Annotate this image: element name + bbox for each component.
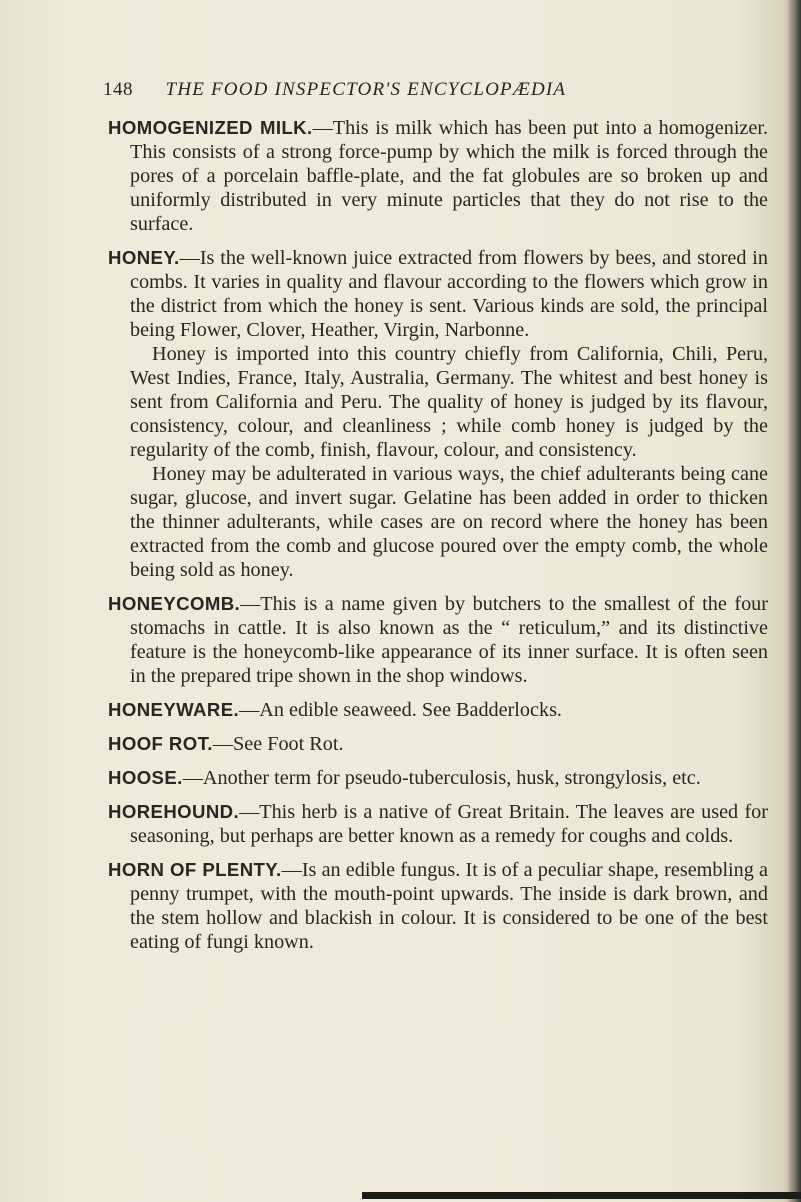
entry-honeyware [108,698,768,722]
entry-horehound [108,800,768,848]
entry-horn-of-plenty [108,858,768,954]
entry-paragraph: Honey is imported into this country chiefly from California, Chili, Peru, West Indies, France, Italy, Australia, Germany. The whitest and best honey is sent from California and Peru. The quality of honey is judged by its flavour, consistency, colour, and cleanliness ; while comb honey is judged by the regularity of the comb, finish, flavour, colour, and consistency. [130,343,768,461]
entry-text: —This is a name given by butchers to the smallest of the four stomachs in cattle. It is also known as the “ reticulum,” and its distinctive feature is the honeycomb-like appearance of its inner surface. It is often seen in the prepared tripe shown in the shop windows. [130,593,768,687]
encyclopedia-text [108,116,768,964]
entry-hoose [108,766,768,790]
entry-term: HOMOGENIZED MILK. [108,117,313,138]
entry-text: —This herb is a native of Great Britain. The leaves are used for seasoning, but perhaps are better known as a remedy for coughs and colds. [130,801,768,847]
entry-text: —This is milk which has been put into a homogenizer. This consists of a strong force-pump by which the milk is forced through the pores of a porcelain baffle-plate, and the fat globules are so broken up and uniformly distributed in very minute particles that they do not rise to the surface. [130,117,768,235]
page-edge-shadow [787,0,801,1202]
entry-text: —Is an edible fungus. It is of a peculiar shape, resembling a penny trumpet, with the mouth-point upwards. The inside is dark brown, and the stem hollow and blackish in colour. It is considered to be one of the best eating of fungi known. [130,859,768,953]
running-header [103,78,723,101]
running-title: THE FOOD INSPECTOR'S ENCYCLOPÆDIA [165,79,567,100]
entry-term: HONEYWARE. [108,699,240,720]
entry-text: —An edible seaweed. See Badderlocks. [239,699,562,721]
entry-term: HOOF ROT. [108,733,213,754]
entry-term: HOOSE. [108,767,183,788]
bottom-rule [362,1192,801,1199]
entry-honeycomb [108,592,768,688]
entry-hoof-rot [108,732,768,756]
entry-term: HOREHOUND. [108,801,240,822]
entry-homogenized-milk [108,116,768,236]
page-number: 148 [103,79,133,100]
entry-text: —Is the well-known juice extracted from flowers by bees, and stored in combs. It varies in quality and flavour according to the flowers which grow in the district from which the honey is sent. Various kinds are sold, the principal being Flower, Clover, Heather, Virgin, Narbonne. [130,247,768,341]
entry-term: HONEYCOMB. [108,593,241,614]
entry-text: —See Foot Rot. [212,733,344,755]
entry-paragraph: Honey may be adulterated in various ways, the chief adulterants being cane sugar, glucose, and invert sugar. Gelatine has been added in order to thicken the thinner adulterants, while cases are on record where the honey has been extracted from the comb and glucose poured over the empty comb, the whole being sold as honey. [130,463,768,581]
entry-term: HORN OF PLENTY. [108,859,282,880]
entry-text: —Another term for pseudo-tuberculosis, husk, strongylosis, etc. [182,767,701,789]
entry-term: HONEY. [108,247,180,268]
entry-honey [108,246,768,342]
